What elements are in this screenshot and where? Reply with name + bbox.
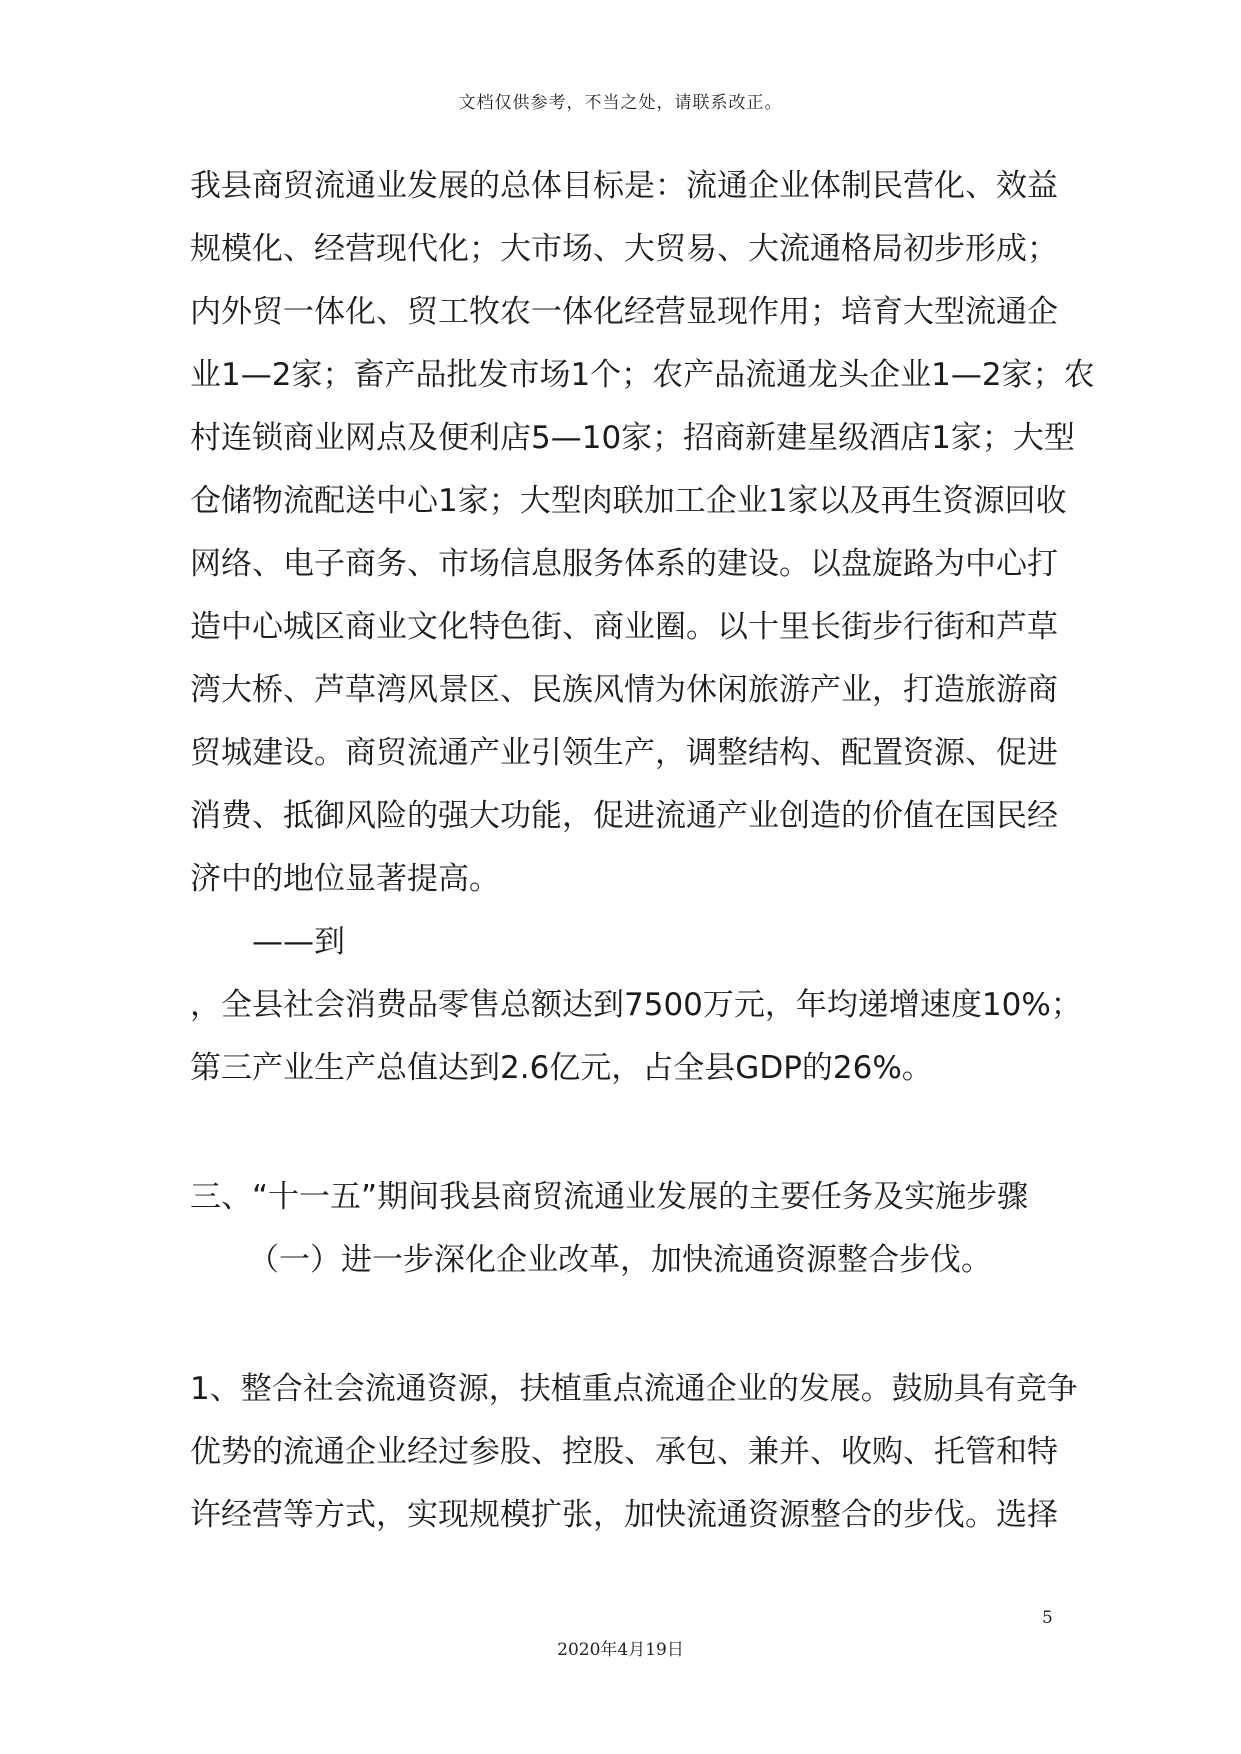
paragraph-line: 消费、抵御风险的强大功能，促进流通产业创造的价值在国民经 <box>190 798 1058 834</box>
paragraph-line: ，全县社会消费品零售总额达到7500万元，年均递增速度10%； <box>190 987 1082 1023</box>
footer-date: 2020年4月19日 <box>557 1640 684 1660</box>
paragraph-line: 内外贸一体化、贸工牧农一体化经营显现作用；培育大型流通企 <box>190 294 1058 330</box>
section-heading: 三、“十一五”期间我县商贸流通业发展的主要任务及实施步骤 <box>190 1179 1029 1215</box>
header-note: 文档仅供参考，不当之处，请联系改正。 <box>458 93 783 113</box>
subsection-heading: （一）进一步深化企业改革，加快流通资源整合步伐。 <box>248 1242 992 1278</box>
paragraph-line: 网络、电子商务、市场信息服务体系的建设。以盘旋路为中心打 <box>190 546 1058 582</box>
paragraph-line: 规模化、经营现代化；大市场、大贸易、大流通格局初步形成； <box>190 231 1058 267</box>
paragraph-line: 造中心城区商业文化特色街、商业圈。以十里长街步行街和芦草 <box>190 609 1058 645</box>
paragraph-line: 优势的流通企业经过参股、控股、承包、兼并、收购、托管和特 <box>190 1434 1058 1470</box>
paragraph-line: 济中的地位显著提高。 <box>190 861 500 897</box>
paragraph-line: 湾大桥、芦草湾风景区、民族风情为休闲旅游产业，打造旅游商 <box>190 672 1058 708</box>
dash-line: ——到 <box>252 924 345 960</box>
paragraph-line: 我县商贸流通业发展的总体目标是：流通企业体制民营化、效益 <box>190 168 1058 204</box>
paragraph-line: 1、整合社会流通资源，扶植重点流通企业的发展。鼓励具有竞争 <box>190 1371 1078 1407</box>
paragraph-line: 村连锁商业网点及便利店5—10家；招商新建星级酒店1家；大型 <box>190 420 1075 456</box>
page-number: 5 <box>1042 1608 1053 1628</box>
paragraph-line: 贸城建设。商贸流通产业引领生产，调整结构、配置资源、促进 <box>190 735 1058 771</box>
paragraph-line: 许经营等方式，实现规模扩张，加快流通资源整合的步伐。选择 <box>190 1497 1058 1533</box>
paragraph-line: 业1—2家；畜产品批发市场1个；农产品流通龙头企业1—2家；农 <box>190 357 1095 393</box>
paragraph-line: 第三产业生产总值达到2.6亿元，占全县GDP的26%。 <box>190 1050 933 1086</box>
paragraph-line: 仓储物流配送中心1家；大型肉联加工企业1家以及再生资源回收 <box>190 483 1067 519</box>
